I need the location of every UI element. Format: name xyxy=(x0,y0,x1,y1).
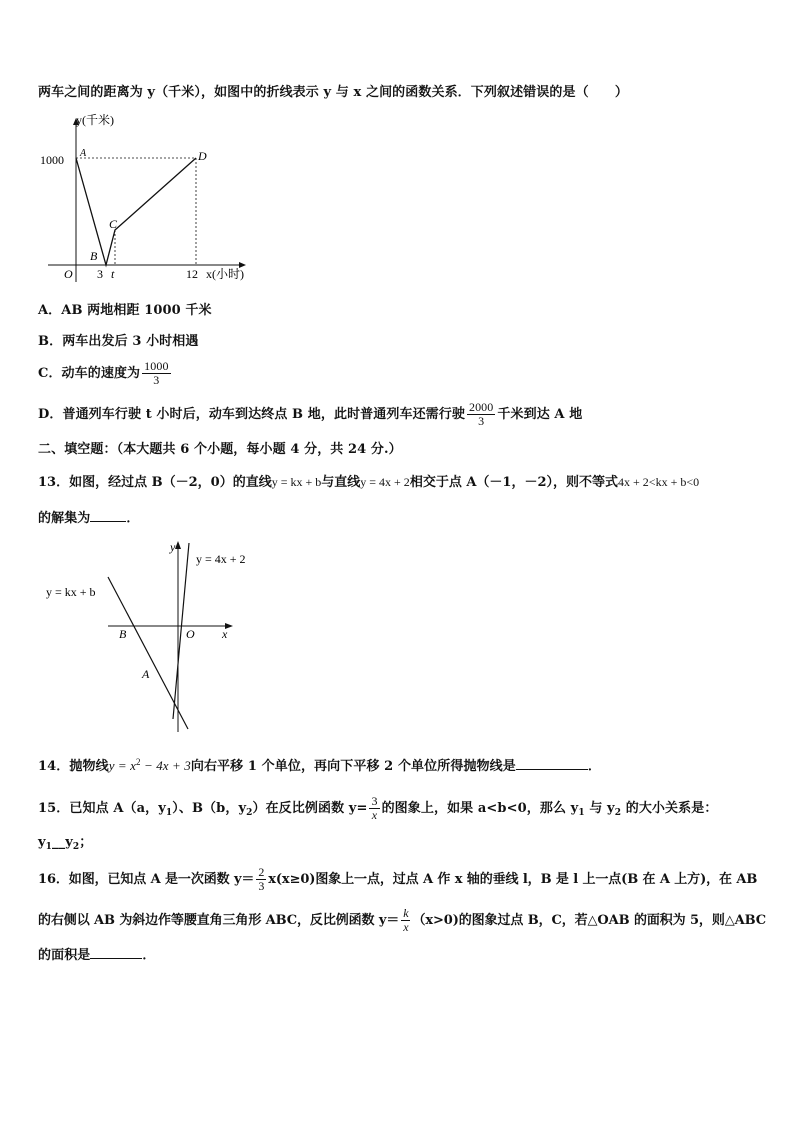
q15-text-1: 15．已知点 A（a，y xyxy=(38,801,166,816)
q16-line2 xyxy=(38,907,766,934)
q16-k-den: x xyxy=(403,920,409,934)
q16-text-5: 的面积是 xyxy=(38,948,91,963)
q15-text-3: ）在反比例函数 y= xyxy=(252,801,368,816)
q13-line2 xyxy=(38,509,140,528)
q12-option-c-text: C．动车的速度为 xyxy=(38,366,141,381)
q13-label-4x2: y = 4x + 2 xyxy=(196,552,246,566)
q15-sub-1: 1 xyxy=(165,808,173,818)
q13-label-b: B xyxy=(119,627,127,641)
q15-sub-3: 1 xyxy=(578,808,585,818)
q12-y-tick: 1000 xyxy=(40,153,64,167)
q13-answer-blank[interactable] xyxy=(90,509,126,522)
q12-option-d-fraction xyxy=(467,401,495,428)
q16-text-4: （x>0)的图象过点 B，C，若△OAB 的面积为 5，则△ABC xyxy=(412,913,766,928)
q16-fraction-den: 3 xyxy=(258,879,265,893)
q13-text-3: 相交于点 A（－1，－2），则不等式 xyxy=(409,475,619,490)
q13-y-arrow xyxy=(175,541,181,549)
q12-option-d-den: 3 xyxy=(478,414,485,428)
q15-text-2: ）、B（b，y xyxy=(172,801,247,816)
q16-text-6: ． xyxy=(142,948,156,963)
q12-origin: O xyxy=(64,267,73,281)
q15-ans-sub1: 1 xyxy=(45,842,53,852)
q12-graph xyxy=(38,112,268,287)
q15-fraction xyxy=(369,795,379,822)
q12-option-d-num: 2000 xyxy=(468,400,494,414)
q16-fraction-num: 2 xyxy=(258,865,265,879)
q16-k-num: k xyxy=(403,906,409,920)
q13-label-a: A xyxy=(142,667,150,681)
q13-inequality: 4x + 2<kx + b<0 xyxy=(618,475,700,489)
q15-sub-2: 2 xyxy=(246,808,253,818)
q16-line3 xyxy=(38,946,156,965)
q16-text-2: x(x≥0)图象上一点，过点 A 作 x 轴的垂线 l，B 是 l 上一点(B 在 A 上方)，在 AB xyxy=(268,872,758,887)
q16-text-1: 16．如图，已知点 A 是一次函数 y＝ xyxy=(38,872,255,887)
q12-x-tick-3: 3 xyxy=(97,267,103,281)
q13-label-o: O xyxy=(186,627,195,641)
q15-line1 xyxy=(38,795,717,822)
q12-x-tick-t: t xyxy=(111,267,115,281)
q12-y-label: y(千米) xyxy=(76,113,114,127)
q13-line-kxb xyxy=(108,577,188,729)
q15-ans-y2: y xyxy=(65,835,73,850)
q16-line1 xyxy=(38,866,757,893)
q14-eq-exp: 2 xyxy=(136,757,141,767)
q13-line1 xyxy=(38,473,699,492)
q12-option-c-num: 1000 xyxy=(144,359,169,373)
q13-label-y: y xyxy=(170,540,176,554)
q12-option-c-den: 3 xyxy=(153,373,160,387)
q12-x-tick-12: 12 xyxy=(186,267,198,281)
q16-k-fraction xyxy=(401,907,410,934)
q13-text-4: 的解集为 xyxy=(38,511,91,526)
q12-label-d: D xyxy=(198,149,207,163)
q15-fraction-num: 3 xyxy=(371,794,378,808)
q16-text-3: 的右侧以 AB 为斜边作等腰直角三角形 ABC，反比例函数 y＝ xyxy=(38,913,400,928)
q14-text-2: 向右平移 1 个单位，再向下平移 2 个单位所得抛物线是 xyxy=(190,759,516,774)
q15-answer-line xyxy=(38,834,92,856)
section-heading: 二、填空题：（本大题共 6 个小题，每小题 4 分，共 24 分.） xyxy=(38,442,402,457)
q12-option-d xyxy=(38,401,582,428)
q13-graph xyxy=(38,537,258,737)
q12-option-c-fraction xyxy=(142,360,170,387)
q12-option-d-post: 千米到达 A 地 xyxy=(497,407,583,422)
q13-text-5: ． xyxy=(126,511,140,526)
q13-eq1: y = kx + b xyxy=(271,475,322,489)
q15-sub-4: 2 xyxy=(614,808,622,818)
q12-stem: 两车之间的距离为 y（千米），如图中的折线表示 y 与 x 之间的函数关系．下列叙述错误的是（ ） xyxy=(38,85,628,100)
q14-eq-b: − 4x + 3 xyxy=(140,758,191,773)
q15-ans-end: ； xyxy=(79,835,93,850)
q15-text-4: 的图象上，如果 a<b<0，那么 y xyxy=(381,801,579,816)
q15-text-5: 与 y xyxy=(584,801,615,816)
q12-label-b: B xyxy=(90,249,98,263)
q14-text-3: ． xyxy=(587,759,601,774)
q13-label-kxb: y = kx + b xyxy=(46,585,96,599)
q14-line xyxy=(38,753,601,776)
q13-label-x: x xyxy=(222,627,228,641)
q16-fraction xyxy=(256,866,266,893)
q14-answer-blank[interactable] xyxy=(516,757,588,770)
q15-ans-blank[interactable]: __ xyxy=(52,835,66,850)
q12-label-c: C xyxy=(109,217,118,231)
q15-ans-y1: y xyxy=(38,835,46,850)
q15-fraction-den: x xyxy=(371,808,378,822)
q14-eq-a: y = x xyxy=(108,758,137,773)
q14-text-1: 14．抛物线 xyxy=(38,759,109,774)
q15-ans-sub2: 2 xyxy=(72,842,80,852)
q13-text-1: 13．如图，经过点 B（－2，0）的直线 xyxy=(38,475,272,490)
q12-option-c xyxy=(38,360,173,387)
q12-option-a: A．AB 两地相距 1000 千米 xyxy=(38,303,212,318)
q12-x-label: x(小时) xyxy=(206,267,244,281)
q12-option-d-pre: D．普通列车行驶 t 小时后，动车到达终点 B 地，此时普通列车还需行驶 xyxy=(38,407,465,422)
q13-eq2: y = 4x + 2 xyxy=(360,475,410,489)
q15-text-6: 的大小关系是： xyxy=(621,801,718,816)
q12-label-a: A xyxy=(80,148,87,159)
q13-text-2: 与直线 xyxy=(321,475,361,490)
q12-option-b: B．两车出发后 3 小时相遇 xyxy=(38,334,199,349)
q16-answer-blank[interactable] xyxy=(90,946,142,959)
